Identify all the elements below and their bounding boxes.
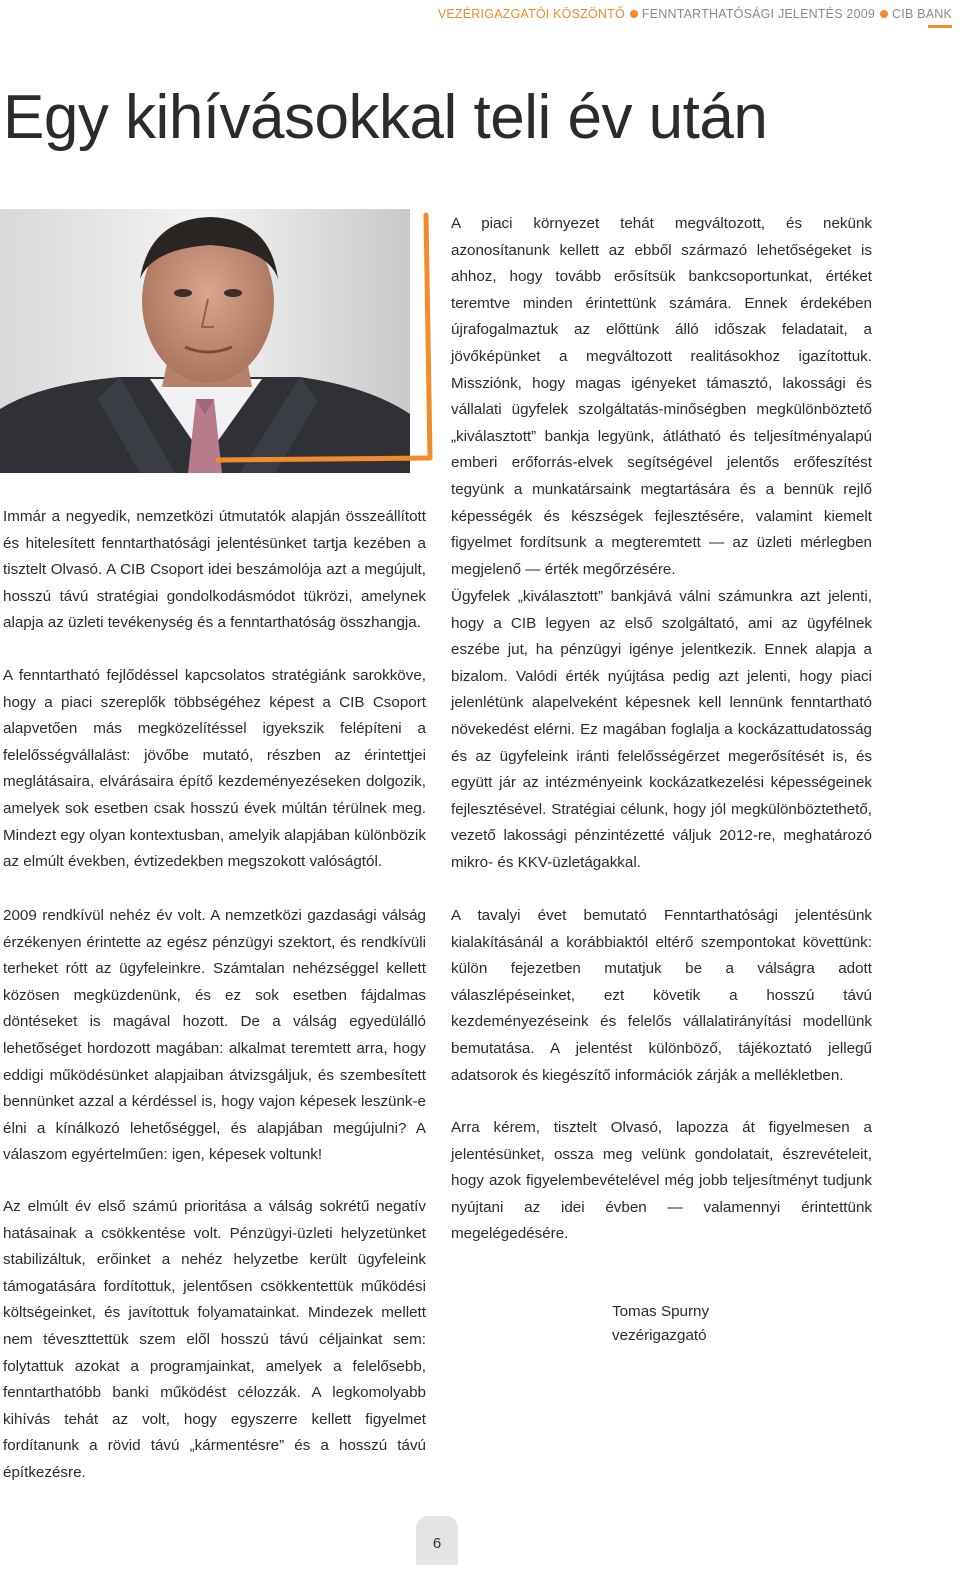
left-paragraph-4: Az elmúlt év első számú prioritása a válság sokrétű negatív hatásainak a csökkentése volt. Pénzügyi-üzleti helyzetünket stabilizáltuk, erőinket a nehéz helyzetbe került ügyfeleink támogatására fordítottuk, jelentősen csökkentettük működési költségeinket, és javítottuk folyamatainkat. Mindezek mellett nem téveszttettük szem elől hosszú távú céljainkat sem: folytattuk azokat a programjainkat, amelyek a felelősebb, fenntarthatóbb banki működést célozzák. A legkomolyabb kihívás tehát az volt, hogy egyszerre kellett figyelmet fordítanunk a rövid távú „kármentésre” és a hosszú távú építkezésre.: [3, 1198, 426, 1481]
running-header: [438, 7, 952, 21]
bullet-dot-icon: [880, 10, 888, 18]
right-paragraph-1: A piaci környezet tehát megváltozott, és nekünk azonosítanunk kellett az ebből származó lehetőségeket is ahhoz, hogy tovább erősítsük bankcsoportunkat, értéket teremtve minden érintettünk számára. Ennek érdekében újrafogalmaztuk az előttünk álló időszak feladatait, a jövőképünket a megváltozott realitásokhoz igazítottuk. Missziónk, hogy magas igényeket támasztó, lakossági és vállalati ügyfelek szolgáltatás-minőségben megkülönböztető „kiválasztott” bankja legyünk, átlátható és teljesítményalapú emberi erőforrás-elvek segítségével jelentős erőfeszítést tegyünk a munkatársaink megtartására és a bennük rejlő képességék és készségek fejlesztésére, valamint kiemelt figyelmet fordítsunk a megteremtett — az üzleti mérlegben megjelenő — érték megőrzésére.: [451, 215, 872, 578]
orange-accent-bracket: [216, 210, 456, 470]
header-report: FENNTARTHATÓSÁGI JELENTÉS 2009: [641, 7, 876, 21]
left-paragraph-2: A fenntartható fejlődéssel kapcsolatos stratégiánk sarokköve, hogy a piaci szereplők többségéhez képest a CIB Csoport alapvetően más megközelítéssel igyekszik felépíteni a felelősségvállalást: jövőbe mutató, részben az érintettjei meglátásaira, elvárásaira építő kezdeményezéseken dolgozik, amelyek sok esetben csak hosszú évek múltán térülnek meg. Mindezt egy olyan kontextusban, amelyik alapjában különbözik az elmúlt években, évtizedekben megszokott valóságtól.: [3, 667, 426, 871]
right-paragraph-4: Arra kérem, tisztelt Olvasó, lapozza át figyelmesen a jelentésünket, ossza meg velünk gondolatait, észrevételeit, hogy azok figyelembevételével még jobb teljesítményt tudjunk nyújtani az idei évben — valamennyi érintettünk megelégedésére.: [451, 1119, 872, 1243]
right-paragraph-2: Ügyfelek „kiválasztott” bankjává válni számunkra azt jelenti, hogy a CIB legyen az első szolgáltató, ami az ügyfélnek eszébe jut, ha pénzügyi igénye jelentkezik. Ennek alapja a bizalom. Valódi érték nyújtása pedig azt jelenti, hogy piaci jelenlétünk alapelveként képesnek kell lennünk fenntartható növekedést elérni. Ez magában foglalja a kockázattudatosság és az ügyfeleink iránti felelősségérzet megerősítését is, és együtt jár az intézményeink kockázatkezelési képességeinek fejlesztésével. Stratégiai célunk, hogy jól megkülönböztethető, vezető lakossági pénzintézetté váljuk 2012-re, meghatározó mikro- és KKV-üzletágakkal.: [451, 588, 872, 871]
signature-role: vezérigazgató: [612, 1327, 707, 1344]
page-title: Egy kihívásokkal teli év után: [3, 83, 768, 152]
left-paragraph-3: 2009 rendkívül nehéz év volt. A nemzetközi gazdasági válság érzékenyen érintette az egész pénzügyi szektort, és rendkívüli terheket rótt az ügyfeleinkre. Számtalan nehézséggel kellett közösen megküzdenünk, és ez sok esetben fájdalmas döntéseket is magával hozott. De a válság egyedülálló lehetőséget hordozott magában: alkalmat teremtett arra, hogy eddigi működésünket alapjaiban átvizsgáljuk, és szembesített bennünket azzal a kérdéssel is, hogy vajon képesek leszünk-e élni a kínálkozó lehetőséggel, és alapjában megújulni? A válaszom egyértelműen: igen, képesek voltunk!: [3, 907, 426, 1164]
page-number: 6: [416, 1516, 458, 1565]
bullet-dot-icon: [630, 10, 638, 18]
header-accent-bar: [928, 25, 952, 28]
signature-name: Tomas Spurny: [612, 1303, 710, 1320]
right-paragraph-3: A tavalyi évet bemutató Fenntarthatósági jelentésünk kialakításánál a korábbiaktól eltérő szempontokat követtünk: külön fejezetben mutatjuk be a válságra adott válaszlépéseinket, ezt követik a hosszú távú kezdeményezéseink és felelős vállalatirányítási modellünk bemutatása. A jelentést különböző, tájékoztató jellegű adatsorok és kiegészítő információk zárják a mellékletben.: [451, 907, 872, 1084]
left-paragraph-1: Immár a negyedik, nemzetközi útmutatók alapján összeállított és hitelesített fenntarthatósági jelentésünket tartja kezében a tisztelt Olvasó. A CIB Csoport idei beszámolója azt a megújult, hosszú távú stratégiai gondolkodásmódot tükrözi, amelynek alapja az üzleti tevékenység és a fenntarthatóság összhangja.: [3, 508, 426, 632]
header-bank: CIB BANK: [892, 7, 952, 21]
header-section: VEZÉRIGAZGATÓI KÖSZÖNTŐ: [437, 7, 625, 21]
signature-block: [612, 1300, 709, 1348]
